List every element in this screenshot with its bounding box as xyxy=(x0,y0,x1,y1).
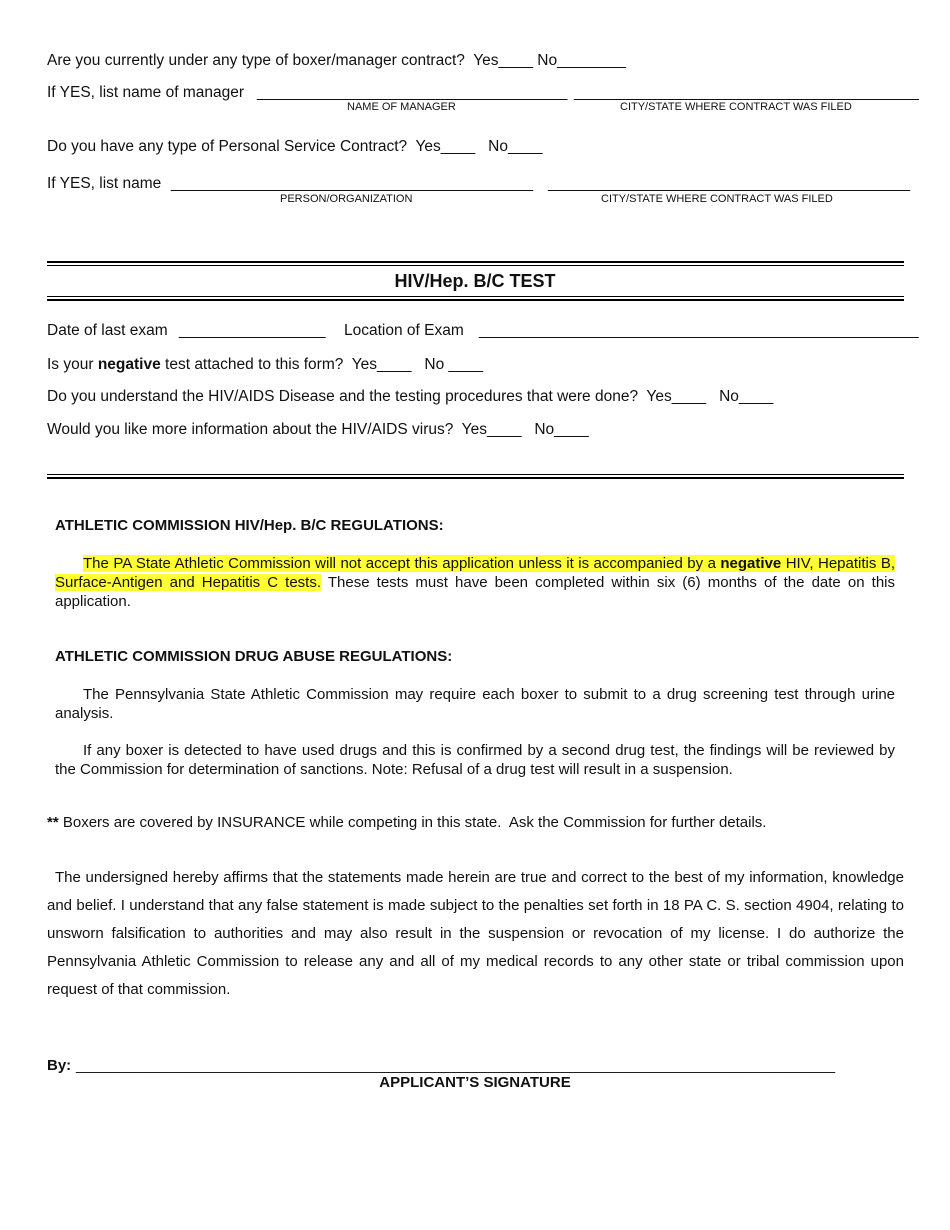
mid-double-rule-1 xyxy=(47,296,904,297)
manager-name-label: If YES, list name of manager xyxy=(47,84,245,101)
top-double-rule-1 xyxy=(47,261,904,263)
mid-double-rule-2 xyxy=(47,299,904,301)
manager-city-state-caption: CITY/STATE WHERE CONTRACT WAS FILED xyxy=(620,101,852,113)
signature-by-label: By: xyxy=(47,1057,72,1074)
top-double-rule-2 xyxy=(47,265,904,266)
negative-test-question xyxy=(47,356,483,374)
person-city-state-caption: CITY/STATE WHERE CONTRACT WAS FILED xyxy=(601,193,833,205)
person-org-caption: PERSON/ORGANIZATION xyxy=(280,193,413,205)
insurance-note xyxy=(47,814,766,831)
exam-location-field[interactable]: ___________________________________________________ xyxy=(479,322,919,339)
understand-hiv-question: Do you understand the HIV/AIDS Disease and the testing procedures that were done? Yes____ No____ xyxy=(47,388,774,405)
exam-location-label: Location of Exam xyxy=(344,322,464,339)
hiv-regulations-heading: ATHLETIC COMMISSION HIV/Hep. B/C REGULATIONS: xyxy=(55,517,444,534)
hiv-section-title: HIV/Hep. B/C TEST xyxy=(394,271,556,291)
more-info-question: Would you like more information about the HIV/AIDS virus? Yes____ No____ xyxy=(47,421,589,438)
negative-test-question-bold: negative xyxy=(97,356,161,373)
person-city-state-field[interactable]: __________________________________________ xyxy=(548,175,911,192)
negative-test-question-post: test attached to this form? Yes____ No ____ xyxy=(160,356,483,373)
affirmation-paragraph: The undersigned hereby affirms that the statements made herein are true and correct to the best of my information, knowledge and belief. I understand that any false statement is made subject to the penalties set forth in 18 PA C. S. section 4904, relating to unsworn falsification to authorities and may also result in the suspension or revocation of my license. I do authorize the Pennsylvania Athletic Commission to release any and all of my medical records to any other state or tribal commission upon request of that commission. xyxy=(47,869,904,998)
exam-date-label: Date of last exam xyxy=(47,322,168,339)
bottom-double-rule-2 xyxy=(47,477,904,479)
insurance-note-stars: ** xyxy=(47,814,59,831)
exam-date-field[interactable]: _________________ xyxy=(179,322,326,339)
personal-service-contract-question: Do you have any type of Personal Service Contract? Yes____ No____ xyxy=(47,138,543,155)
drug-regulations-paragraph-1: The Pennsylvania State Athletic Commission may require each boxer to submit to a drug screening test through urine analysis. xyxy=(55,686,895,722)
hl-part-2: HIV, Hepatitis B, Surface-Antigen and Hepatitis C tests. xyxy=(55,555,895,591)
hl-part-1: The PA State Athletic Commission will not accept this application unless it is accompanied by a xyxy=(83,555,721,572)
person-org-field[interactable]: __________________________________________ xyxy=(171,175,534,192)
drug-regulations-paragraph-2: If any boxer is detected to have used drugs and this is confirmed by a second drug test, the findings will be reviewed by the Commission for determination of sanctions. Note: Refusal of a drug test will result in a suspension. xyxy=(55,742,895,778)
signature-field[interactable]: ___________________________________________________________________________________________ xyxy=(76,1057,836,1074)
insurance-note-text: Boxers are covered by INSURANCE while competing in this state. Ask the Commission for further details. xyxy=(58,814,767,831)
hiv-regulations-paragraph xyxy=(55,554,895,611)
manager-city-state-field[interactable]: ________________________________________ xyxy=(574,84,919,101)
hl-bold-negative: negative xyxy=(720,555,782,572)
drug-regulations-heading: ATHLETIC COMMISSION DRUG ABUSE REGULATIONS: xyxy=(55,648,453,665)
manager-name-caption: NAME OF MANAGER xyxy=(347,101,456,113)
hiv-regulations-rest: These tests must have been completed within six (6) months of the date on this application. xyxy=(55,574,895,610)
person-org-label: If YES, list name xyxy=(47,175,162,192)
negative-test-question-pre: Is your xyxy=(47,356,98,373)
manager-name-field[interactable]: ____________________________________ xyxy=(257,84,568,101)
signature-caption: APPLICANT’S SIGNATURE xyxy=(379,1074,571,1091)
bottom-double-rule-1 xyxy=(47,474,904,475)
manager-contract-question: Are you currently under any type of boxer/manager contract? Yes____ No________ xyxy=(47,52,627,69)
